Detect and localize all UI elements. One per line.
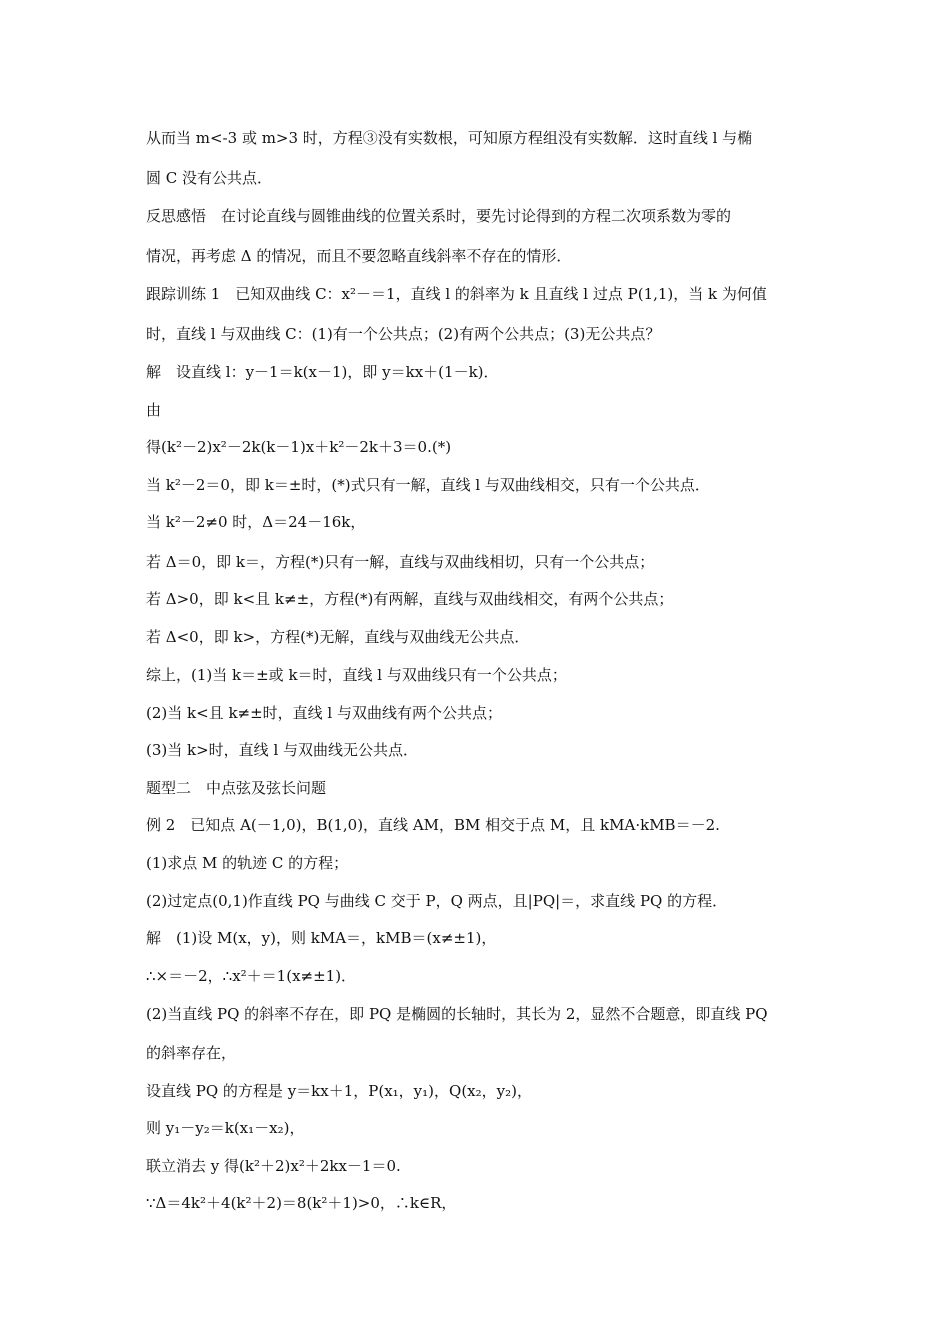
section-heading: 题型二 中点弦及弦长问题 — [146, 779, 327, 797]
text-line: 例 2 已知点 A(－1,0)，B(1,0)，直线 AM，BM 相交于点 M，且 kMA·kMB＝－2. — [146, 816, 720, 834]
text-line: 设直线 PQ 的方程是 y＝kx＋1，P(x₁，y₁)，Q(x₂，y₂)， — [146, 1082, 532, 1100]
text-line: 得(k²－2)x²－2k(k－1)x＋k²－2k＋3＝0.(*) — [146, 438, 452, 456]
text-line: 时，直线 l 与双曲线 C：(1)有一个公共点；(2)有两个公共点；(3)无公共点？ — [146, 325, 661, 343]
text-line: 综上，(1)当 k＝±或 k＝时，直线 l 与双曲线只有一个公共点； — [146, 666, 567, 684]
text-line: (1)求点 M 的轨迹 C 的方程； — [146, 854, 349, 872]
text-line: 圆 C 没有公共点． — [146, 169, 273, 187]
text-line: 解 (1)设 M(x，y)，则 kMA＝，kMB＝(x≠±1)， — [146, 929, 497, 947]
text-line: 从而当 m<-3 或 m>3 时，方程③没有实数根，可知原方程组没有实数解．这时直线 l 与椭 — [146, 129, 753, 147]
text-line: (3)当 k>时，直线 l 与双曲线无公共点． — [146, 741, 419, 759]
text-line: (2)当直线 PQ 的斜率不存在，即 PQ 是椭圆的长轴时，其长为 2，显然不合题意，即直线 PQ — [146, 1005, 768, 1023]
text-line: 则 y₁－y₂＝k(x₁－x₂)， — [146, 1119, 305, 1137]
text-line: (2)过定点(0,1)作直线 PQ 与曲线 C 交于 P，Q 两点，且|PQ|＝，求直线 PQ 的方程． — [146, 892, 728, 910]
text-line: ∴×＝－2，∴x²＋＝1(x≠±1)． — [146, 967, 357, 985]
text-line: ∵Δ＝4k²＋4(k²＋2)＝8(k²＋1)>0，∴k∈R， — [146, 1194, 457, 1212]
text-line: 若 Δ<0，即 k>，方程(*)无解，直线与双曲线无公共点． — [146, 628, 530, 646]
text-line: 当 k²－2≠0 时，Δ＝24－16k， — [146, 513, 366, 531]
text-line: (2)当 k<且 k≠±时，直线 l 与双曲线有两个公共点； — [146, 704, 503, 722]
text-line: 跟踪训练 1 已知双曲线 C：x²－＝1，直线 l 的斜率为 k 且直线 l 过点 P(1,1)，当 k 为何值 — [146, 285, 767, 303]
text-line: 当 k²－2＝0，即 k＝±时，(*)式只有一解，直线 l 与双曲线相交，只有一个公共点． — [146, 476, 710, 494]
text-line: 若 Δ＝0，即 k＝，方程(*)只有一解，直线与双曲线相切，只有一个公共点； — [146, 553, 655, 571]
text-line: 的斜率存在， — [146, 1044, 237, 1062]
text-line: 解 设直线 l：y－1＝k(x－1)，即 y＝kx＋(1－k)． — [146, 363, 499, 381]
text-line: 联立消去 y 得(k²＋2)x²＋2kx－1＝0. — [146, 1157, 401, 1175]
text-line: 情况，再考虑 Δ 的情况，而且不要忽略直线斜率不存在的情形． — [146, 247, 572, 265]
text-line: 若 Δ>0，即 k<且 k≠±，方程(*)有两解，直线与双曲线相交，有两个公共点； — [146, 590, 674, 608]
text-line: 由 — [146, 401, 162, 419]
text-line: 反思感悟 在讨论直线与圆锥曲线的位置关系时，要先讨论得到的方程二次项系数为零的 — [146, 207, 732, 225]
